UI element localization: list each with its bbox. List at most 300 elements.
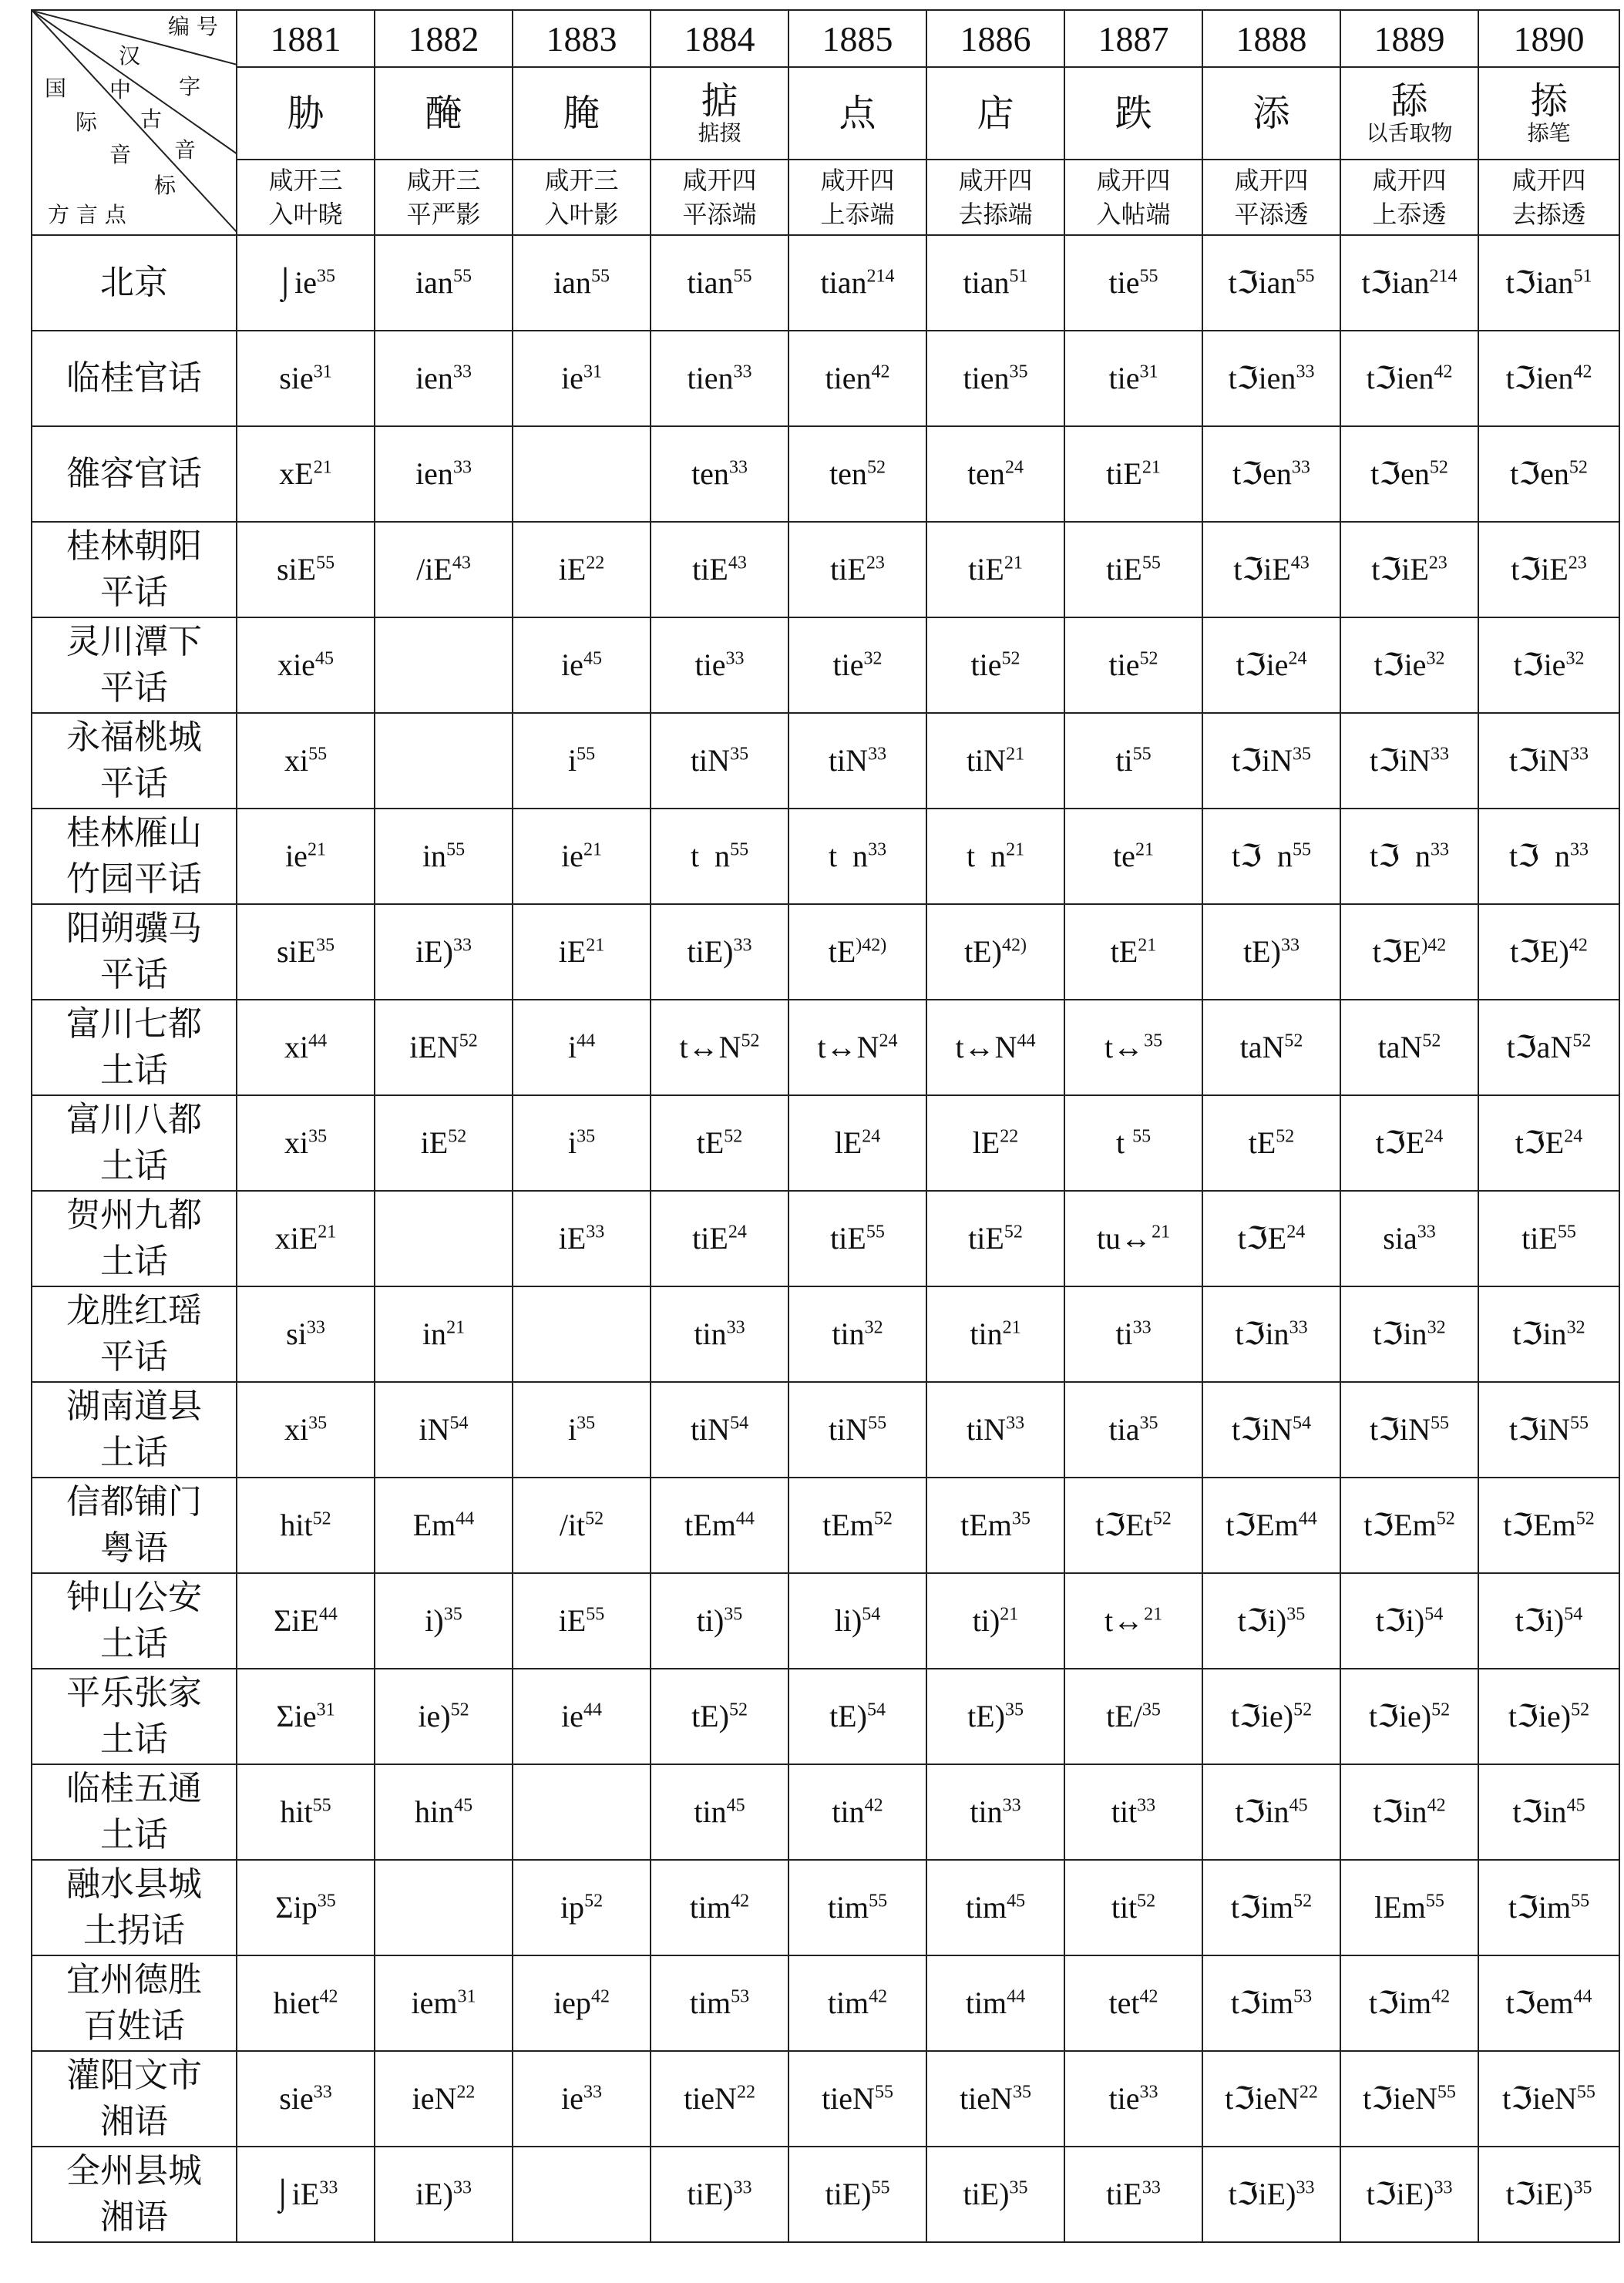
tone-value: 55 [308, 744, 328, 765]
transcription-cell [513, 1478, 651, 1573]
corner-label-han: 汉 [119, 43, 141, 69]
phonetic-form: tℑie) [1508, 1699, 1572, 1733]
location-line: 全州县城 [66, 2151, 202, 2191]
transcription-cell [651, 331, 788, 426]
tone-value: 32 [864, 1317, 883, 1338]
phonetic-form: tℑien [1228, 361, 1296, 395]
phonetic-form: xi [284, 743, 309, 778]
tone-value: 51 [1009, 266, 1028, 287]
phonetic-form: tim [689, 1985, 731, 2020]
header-corner [32, 10, 237, 235]
phonetic-form: ie) [418, 1699, 451, 1733]
tone-value: 33 [868, 744, 887, 765]
phonetic-form: iE) [415, 2177, 453, 2211]
transcription-cell [788, 522, 926, 617]
phonetic-form: tE) [829, 1699, 867, 1733]
phonetic-form: tℑE) [1510, 934, 1569, 969]
tone-value: 35 [1573, 2177, 1592, 2198]
location-line: 土话 [100, 1815, 168, 1854]
tone-value: 21 [583, 839, 602, 860]
tone-value: 55 [586, 1604, 605, 1625]
tone-value: 52 [1572, 1031, 1592, 1051]
transcription-cell [788, 617, 926, 713]
tone-value: 52 [459, 1031, 478, 1051]
tone-value: 45 [583, 648, 602, 669]
location-line: 平话 [100, 573, 168, 612]
transcription-cell [1478, 522, 1619, 617]
table-row [32, 713, 1619, 809]
transcription-cell [926, 1669, 1064, 1764]
tone-value: 52 [1429, 457, 1448, 478]
middle-chinese-category [926, 160, 1064, 235]
location-line: 湖南道县 [66, 1387, 202, 1426]
character: 跌 [1115, 91, 1152, 135]
tone-value: 24 [1564, 1126, 1583, 1147]
phonetic-form: tie [1108, 647, 1140, 682]
mc-line-1: 咸开四 [820, 166, 895, 195]
transcription-cell [788, 809, 926, 904]
transcription-cell [1478, 713, 1619, 809]
location-line: 湘语 [100, 2102, 168, 2141]
transcription-cell [1478, 904, 1619, 1000]
phonetic-form: tiN [828, 743, 869, 778]
transcription-cell [1202, 1669, 1340, 1764]
tone-value: 42 [1569, 935, 1588, 956]
mc-line-1: 咸开三 [544, 166, 619, 195]
transcription-cell [375, 1000, 513, 1095]
transcription-cell [1202, 809, 1340, 904]
tone-value: 54 [1293, 1413, 1311, 1434]
phonetic-form: ΣiE [274, 1603, 319, 1638]
phonetic-form: ian [553, 265, 591, 300]
column-number: 1888 [1202, 10, 1340, 67]
phonetic-form: tiE) [963, 2177, 1010, 2211]
corner-label-gu: 古 [140, 106, 163, 132]
tone-value: 55 [871, 2177, 890, 2198]
column-number: 1883 [513, 10, 651, 67]
column-character [1202, 67, 1340, 160]
tone-value: 23 [866, 553, 885, 573]
tone-value: 33 [313, 2082, 332, 2103]
phonetic-form: tℑiE) [1505, 2177, 1574, 2211]
phonetic-form: ie [561, 361, 583, 395]
phonetic-form: i [567, 743, 577, 778]
tone-value: 55 [1570, 1413, 1589, 1434]
tone-value: 54 [1424, 1604, 1444, 1625]
phonetic-form: tℑim [1230, 1985, 1294, 2020]
transcription-cell [1340, 1573, 1478, 1669]
transcription-cell [513, 426, 651, 522]
tone-value: 33 [1002, 1795, 1021, 1816]
tone-value: 33 [1570, 744, 1589, 765]
tone-value: 21 [1144, 1604, 1163, 1625]
transcription-cell [237, 2051, 375, 2147]
transcription-cell [1478, 1095, 1619, 1191]
header-row-character [32, 67, 1619, 160]
tone-value: 42 [590, 1986, 610, 2007]
phonetic-form: tiE [830, 552, 866, 587]
transcription-cell [237, 1382, 375, 1478]
phonetic-form: sie [279, 2081, 314, 2116]
transcription-cell [1202, 426, 1340, 522]
column-character [651, 67, 788, 160]
corner-label-zhong: 中 [109, 77, 132, 103]
tone-value: 52 [1431, 1700, 1451, 1720]
transcription-cell [926, 2147, 1064, 2242]
transcription-cell [375, 1573, 513, 1669]
transcription-cell [1202, 1573, 1340, 1669]
tone-value: 33 [728, 457, 748, 478]
phonetic-form: lE [834, 1125, 862, 1160]
transcription-cell [1064, 1764, 1202, 1860]
location-line: 临桂官话 [66, 358, 202, 398]
mc-line-1: 咸开四 [1372, 166, 1447, 195]
tone-value: 42 [1431, 1986, 1451, 2007]
table-row [32, 2051, 1619, 2147]
phonetic-form: tℑE [1237, 1221, 1287, 1256]
dialect-comparison-table [31, 9, 1619, 2243]
character: 舔 [1390, 79, 1428, 123]
transcription-cell [375, 809, 513, 904]
transcription-cell [1202, 1191, 1340, 1286]
transcription-cell [513, 1669, 651, 1764]
phonetic-form: Σip [275, 1890, 318, 1925]
location-line: 融水县城 [66, 1864, 202, 1904]
transcription-cell [375, 426, 513, 522]
transcription-cell [1064, 809, 1202, 904]
tone-value: 33 [586, 1222, 605, 1242]
phonetic-form: tiE [1106, 2177, 1142, 2211]
phonetic-form: ieN [412, 2081, 457, 2116]
middle-chinese-category [1064, 160, 1202, 235]
phonetic-form: tℑim [1508, 1890, 1572, 1925]
transcription-cell [926, 331, 1064, 426]
transcription-cell [513, 235, 651, 331]
tone-value: 35 [1012, 2082, 1031, 2103]
transcription-cell [1064, 617, 1202, 713]
transcription-cell [375, 235, 513, 331]
transcription-cell [1478, 1764, 1619, 1860]
tone-value: 42 [871, 361, 890, 382]
tone-value: 44 [456, 1508, 475, 1529]
phonetic-form: hit [280, 1794, 313, 1829]
corner-label-yin2: 音 [174, 137, 197, 163]
location-line: 土话 [100, 1720, 168, 1759]
tone-value: 31 [583, 361, 602, 382]
corner-label-yin1: 音 [109, 142, 132, 167]
tone-value: 22 [1299, 2082, 1318, 2103]
transcription-cell [788, 1669, 926, 1764]
phonetic-form: hin [414, 1794, 455, 1829]
transcription-cell [513, 1860, 651, 1955]
phonetic-form: taN [1239, 1030, 1285, 1064]
phonetic-form: tℑieN [1363, 2081, 1437, 2116]
tone-value: 32 [1427, 1317, 1446, 1338]
phonetic-form: tE [1248, 1125, 1276, 1160]
transcription-cell [651, 1669, 788, 1764]
tone-value: 21 [1002, 1317, 1021, 1338]
tone-value: 24 [728, 1222, 747, 1242]
tone-value: 35 [1144, 1031, 1163, 1051]
tone-value: 42 [731, 1891, 750, 1911]
location-line: 灌阳文市 [66, 2056, 202, 2095]
tone-value: 33 [1296, 2177, 1315, 2198]
tone-value: 52 [741, 1031, 760, 1051]
tone-value: 35 [317, 266, 336, 287]
tone-value: 45 [314, 648, 334, 669]
phonetic-form: ie [561, 1699, 583, 1733]
phonetic-form: tieN [822, 2081, 875, 2116]
tone-value: 55 [866, 1222, 885, 1242]
tone-value: 54 [730, 1413, 749, 1434]
dialect-location [32, 1382, 237, 1478]
phonetic-form: t↔N [955, 1030, 1017, 1064]
phonetic-form: ⌡iE [273, 2177, 320, 2211]
tone-value: 55 [1139, 266, 1158, 287]
tone-value: 55 [577, 744, 596, 765]
transcription-cell [513, 1000, 651, 1095]
tone-value: 22 [456, 2082, 476, 2103]
transcription-cell [651, 1286, 788, 1382]
tone-value: 35 [724, 1604, 743, 1625]
transcription-cell [926, 1764, 1064, 1860]
phonetic-form: tu↔ [1096, 1221, 1152, 1256]
mc-line-2: 上忝端 [820, 200, 895, 229]
phonetic-form: tℑiE [1233, 552, 1291, 587]
phonetic-form: tℑiN [1369, 743, 1431, 778]
dialect-location [32, 904, 237, 1000]
tone-value: 31 [316, 1700, 335, 1720]
phonetic-form: tim [965, 1985, 1007, 2020]
transcription-cell [1478, 1000, 1619, 1095]
dialect-location [32, 426, 237, 522]
tone-value: 42 [1434, 361, 1453, 382]
transcription-cell [651, 1573, 788, 1669]
transcription-cell [1064, 2147, 1202, 2242]
tone-value: 42 [319, 1986, 338, 2007]
dialect-location [32, 1191, 237, 1286]
tone-value: 53 [731, 1986, 750, 2007]
tone-value: 21 [1142, 457, 1161, 478]
tone-value: 31 [1139, 361, 1158, 382]
location-line: 平乐张家 [66, 1673, 202, 1713]
transcription-cell [375, 1095, 513, 1191]
dialect-location [32, 2051, 237, 2147]
tone-value: 55 [452, 266, 472, 287]
dialect-location [32, 1286, 237, 1382]
transcription-cell [788, 1764, 926, 1860]
phonetic-form: i) [425, 1603, 444, 1638]
transcription-cell [788, 2051, 926, 2147]
tone-value: 52 [448, 1126, 467, 1147]
transcription-cell [926, 1478, 1064, 1573]
phonetic-form: tℑiE) [1228, 2177, 1296, 2211]
transcription-cell [651, 235, 788, 331]
phonetic-form: tiE) [687, 2177, 734, 2211]
transcription-cell [926, 1191, 1064, 1286]
transcription-cell [375, 1669, 513, 1764]
tone-value: 55 [1571, 1891, 1590, 1911]
mc-line-2: 上忝透 [1372, 200, 1447, 229]
phonetic-form: tia [1108, 1412, 1140, 1447]
tone-value: 24 [1004, 457, 1024, 478]
transcription-cell [237, 809, 375, 904]
tone-value: 33 [1434, 2177, 1453, 2198]
location-line: 钟山公安 [66, 1578, 202, 1617]
phonetic-form: t↔N [679, 1030, 741, 1064]
transcription-cell [926, 2051, 1064, 2147]
column-number: 1890 [1478, 10, 1619, 67]
table-row [32, 1191, 1619, 1286]
transcription-cell [1202, 1860, 1340, 1955]
transcription-cell [1202, 1286, 1340, 1382]
table-row [32, 1860, 1619, 1955]
transcription-cell [1064, 235, 1202, 331]
mc-line-2: 去掭透 [1511, 200, 1586, 229]
tone-value: 33 [1431, 839, 1449, 860]
transcription-cell [237, 1191, 375, 1286]
transcription-cell [1478, 1191, 1619, 1286]
transcription-cell [788, 1286, 926, 1382]
mc-line-2: 入叶晓 [268, 200, 343, 229]
tone-value: 52 [1293, 1700, 1313, 1720]
tone-value: 35 [1011, 1508, 1031, 1529]
tone-value: 21 [313, 457, 332, 478]
transcription-cell [1064, 1286, 1202, 1382]
table-row [32, 809, 1619, 904]
transcription-cell [926, 1860, 1064, 1955]
location-line: 平话 [100, 1337, 168, 1377]
tone-value: 33 [452, 457, 472, 478]
dialect-location [32, 1478, 237, 1573]
transcription-cell [375, 1860, 513, 1955]
location-line: 宜州德胜 [66, 1960, 202, 1999]
transcription-cell [651, 426, 788, 522]
phonetic-form: xiE [274, 1221, 318, 1256]
phonetic-form: ten [829, 456, 867, 491]
tone-value: 35 [1009, 361, 1028, 382]
transcription-cell [788, 1860, 926, 1955]
tone-value: 52 [1293, 1891, 1313, 1911]
tone-value: 32 [863, 648, 883, 669]
phonetic-form: tℑiN [1508, 1412, 1570, 1447]
phonetic-form: tℑin [1235, 1316, 1289, 1351]
tone-value: 35 [443, 1604, 462, 1625]
tone-value: 21 [1006, 839, 1025, 860]
transcription-cell [237, 1095, 375, 1191]
tone-value: 33 [733, 2177, 752, 2198]
transcription-cell [651, 1000, 788, 1095]
tone-value: 44 [735, 1508, 755, 1529]
phonetic-form: tin [832, 1794, 865, 1829]
phonetic-form: ie [561, 2081, 583, 2116]
tone-value: )42 [1421, 935, 1447, 956]
phonetic-form: tE) [691, 1699, 729, 1733]
corner-label-ji: 际 [76, 109, 98, 135]
transcription-cell [788, 904, 926, 1000]
character: 掂 [701, 79, 738, 123]
phonetic-form: tim [827, 1985, 869, 2020]
tone-value: 22 [586, 553, 605, 573]
phonetic-form: tℑ n [1369, 839, 1431, 873]
tone-value: 33 [1431, 744, 1449, 765]
location-line: 北京 [100, 263, 168, 302]
tone-value: 33 [726, 1317, 745, 1338]
tone-value: 55 [316, 553, 335, 573]
tone-value: 55 [1425, 1891, 1444, 1911]
transcription-cell [513, 331, 651, 426]
tone-value: 55 [1142, 553, 1161, 573]
phonetic-form: tℑEm [1503, 1508, 1576, 1542]
phonetic-form: tEm [960, 1508, 1012, 1542]
phonetic-form: tℑin [1373, 1316, 1427, 1351]
mc-line-1: 咸开四 [682, 166, 757, 195]
transcription-cell [1202, 522, 1340, 617]
transcription-cell [651, 809, 788, 904]
tone-value: 22 [1000, 1126, 1019, 1147]
transcription-cell [1202, 1382, 1340, 1478]
phonetic-form: tien [825, 361, 872, 395]
tone-value: 35 [577, 1413, 596, 1434]
phonetic-form: tℑieN [1225, 2081, 1300, 2116]
phonetic-form: hit [280, 1508, 313, 1542]
tone-value: 55 [730, 839, 749, 860]
transcription-cell [1064, 1191, 1202, 1286]
tone-value: 33 [583, 2082, 602, 2103]
phonetic-form: tℑie [1513, 647, 1566, 682]
phonetic-form: taN [1377, 1030, 1423, 1064]
transcription-cell [926, 1095, 1064, 1191]
location-line: 富川七都 [66, 1004, 202, 1044]
transcription-cell [1478, 1286, 1619, 1382]
mc-line-1: 咸开四 [1511, 166, 1586, 195]
phonetic-form: tℑie [1236, 647, 1289, 682]
tone-value: 42 [869, 1986, 888, 2007]
transcription-cell [375, 2147, 513, 2242]
transcription-cell [237, 2147, 375, 2242]
phonetic-form: tian [820, 265, 867, 300]
location-line: 土话 [100, 1433, 168, 1472]
character: 店 [977, 91, 1014, 135]
middle-chinese-category [1202, 160, 1340, 235]
table-row [32, 522, 1619, 617]
phonetic-form: in [422, 839, 447, 873]
transcription-cell [237, 1764, 375, 1860]
phonetic-form: tian [963, 265, 1010, 300]
transcription-cell [788, 235, 926, 331]
phonetic-form: hiet [273, 1985, 320, 2020]
table-row [32, 235, 1619, 331]
phonetic-form: tℑiN [1508, 743, 1570, 778]
transcription-cell [375, 331, 513, 426]
dialect-location [32, 1764, 237, 1860]
table-row [32, 1764, 1619, 1860]
transcription-cell [1064, 904, 1202, 1000]
transcription-cell [1340, 617, 1478, 713]
transcription-cell [513, 809, 651, 904]
phonetic-form: tim [965, 1890, 1007, 1925]
tone-value: 33 [733, 361, 752, 382]
location-line: 土话 [100, 1242, 168, 1281]
mc-line-1: 咸开四 [1096, 166, 1171, 195]
transcription-cell [1340, 1095, 1478, 1191]
transcription-cell [788, 1382, 926, 1478]
tone-value: 33 [1296, 361, 1315, 382]
transcription-cell [1064, 1573, 1202, 1669]
tone-value: 52 [312, 1508, 331, 1529]
location-line: 雒容官话 [66, 454, 202, 493]
table-row [32, 1286, 1619, 1382]
